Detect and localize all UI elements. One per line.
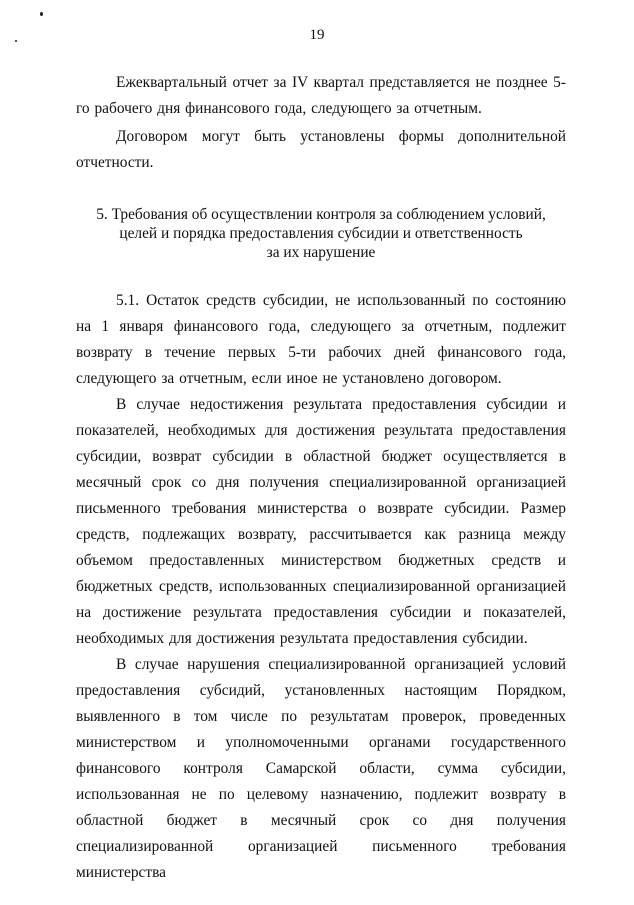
paragraph-violation: В случае нарушения специализированной организацией условий предоставления субсидий, установленных настоящим Порядком, выявленного в том числе по результатам проверок, проведенных министерством и уполномоченными органами государственного финансового контроля Самарской области, сумма субсидии, использованная не по целевому назначению, подлежит возврату в областной бюджет в месячный срок со дня получения специализированной организацией письменного требования министерства xyxy=(76,656,566,881)
paragraph-quarterly-report: Ежеквартальный отчет за IV квартал представляется не позднее 5-го рабочего дня финансового года, следующего за отчетным. xyxy=(76,74,566,117)
scan-mark xyxy=(40,12,43,16)
document-body xyxy=(76,70,566,886)
section-heading xyxy=(76,205,566,262)
paragraph-contract-forms: Договором могут быть установлены формы дополнительной отчетности. xyxy=(76,128,566,171)
section-heading-line: целей и порядка предоставления субсидии и ответственность xyxy=(119,225,523,242)
section-heading-line: за их нарушение xyxy=(266,244,376,261)
paragraph-5-1: 5.1. Остаток средств субсидии, не использованный по состоянию на 1 января финансового года, следующего за отчетным, подлежит возврату в течение первых 5-ти рабочих дней финансового года, следующего за отчетным, если иное не установлено договором. xyxy=(76,292,566,387)
section-heading-line: 5. Требования об осуществлении контроля за соблюдением условий, xyxy=(96,206,546,223)
page-number: 19 xyxy=(309,27,325,43)
paragraph-result-not-achieved: В случае недостижения результата предоставления субсидии и показателей, необходимых для достижения результата предоставления субсидии, возврат субсидии в областной бюджет осуществляется в месячный срок со дня получения специализированной организацией письменного требования министерства о возврате субсидии. Размер средств, подлежащих возврату, рассчитывается как разница между объемом предоставленных министерством бюджетных средств и бюджетных средств, использованных специализированной организацией на достижение результата предоставления субсидии и показателей, необходимых для достижения результата предоставления субсидии. xyxy=(76,396,566,647)
